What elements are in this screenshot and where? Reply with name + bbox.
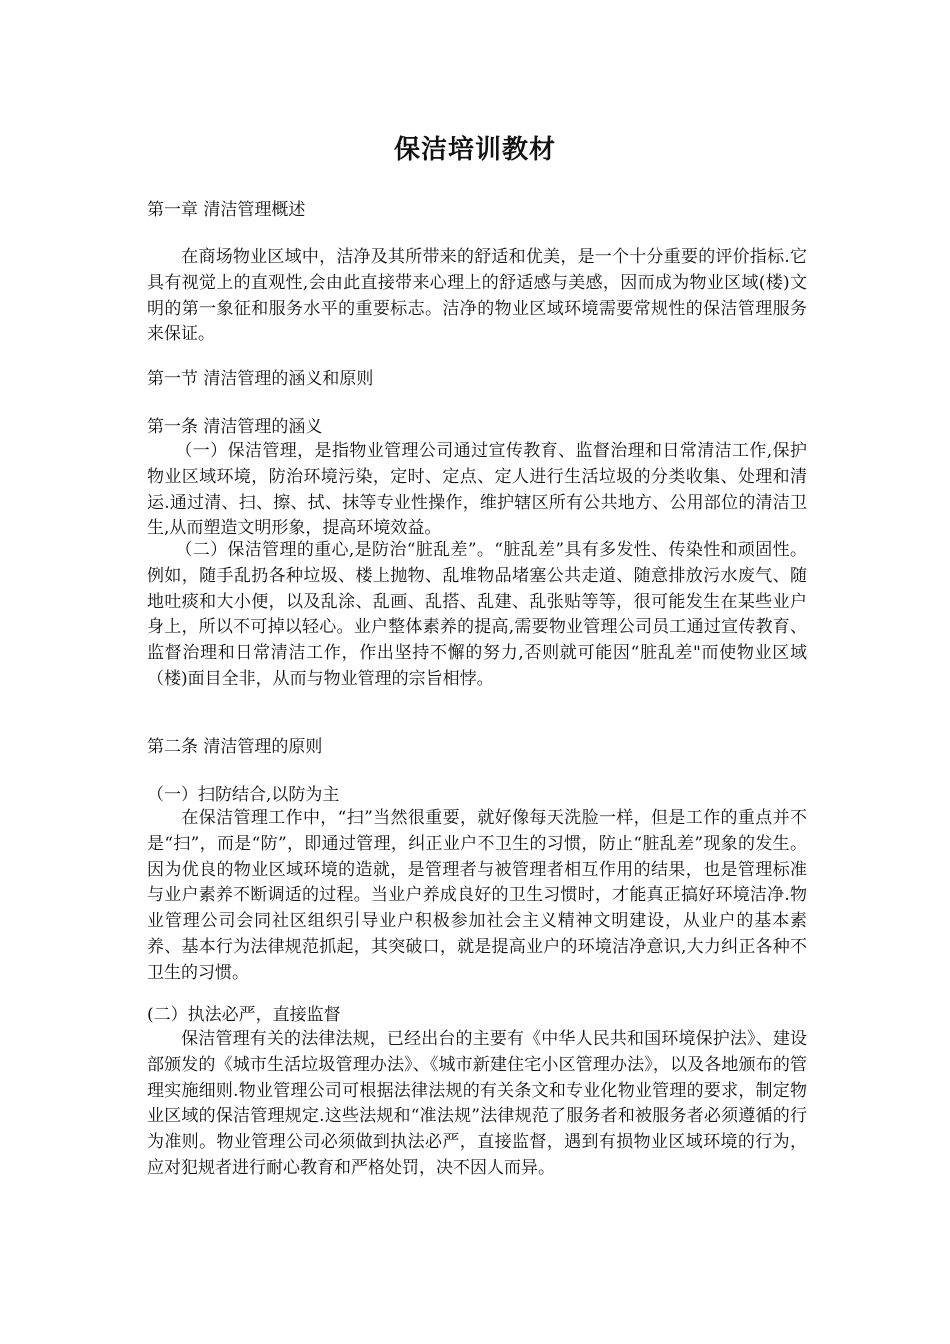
article-1-paragraph-2-text: （二）保洁管理的重心,是防治“脏乱差”。“脏乱差”具有多发性、传染性和顽固性。例如，随手乱扔各种垃圾、楼上抛物、乱堆物品堵塞公共走道、随意排放污水废气、随地吐痰和大小便，以及乱涂、乱画、乱搭、乱建、乱张贴等等，很可能发生在某些业户身上，所以不可掉以轻心。业户整体素养的提高,需要物业管理公司员工通过宣传教育、监督治理和日常清洁工作，作出坚持不懈的努力,否则就可能因“脏乱差"而使物业区域（楼)面目全非，从而与物业管理的宗旨相悖。	[147, 540, 807, 689]
principle-1-title: （一）扫防结合,以防为主	[147, 785, 340, 805]
document-title: 保洁培训教材	[393, 135, 556, 165]
principle-1-text: 在保洁管理工作中，“扫”当然很重要，就好像每天洗脸一样，但是工作的重点并不是“扫”，而是“防”，即通过管理，纠正业户不卫生的习惯，防止“脏乱差”现象的发生。因为优良的物业区域环境的造就，是管理者与被管理者相互作用的结果，也是管理标准与业户素养不断调适的过程。当业户养成良好的卫生习惯时，才能真正搞好环境洁净.物业管理公司会同社区组织引导业户积极参加社会主义精神文明建设，从业户的基本素养、基本行为法律规范抓起，其突破口，就是提高业户的环境洁净意识,大力纠正各种不卫生的习惯。	[147, 808, 807, 983]
intro-paragraph	[147, 245, 807, 348]
article-1-paragraph-2	[147, 538, 807, 693]
article-1-paragraph-1-text: （一）保洁管理，是指物业管理公司通过宣传教育、监督治理和日常清洁工作,保护物业区域环境，防治环境污染，定时、定点、定人进行生活垃圾的分类收集、处理和清运.通过清、扫、擦、拭、抹等专业性操作，维护辖区所有公共地方、公用部位的清洁卫生,从而塑造文明形象，提高环境效益。	[147, 441, 807, 539]
chapter-heading: 第一章 清洁管理概述	[147, 200, 306, 220]
section-heading: 第一节 清洁管理的涵义和原则	[147, 369, 374, 389]
intro-text: 在商场物业区域中，洁净及其所带来的舒适和优美，是一个十分重要的评价指标.它具有视觉上的直观性,会由此直接带来心理上的舒适感与美感，因而成为物业区域(楼)文明的第一象征和服务水平的重要标志。洁净的物业区域环境需要常规性的保洁管理服务来保证。	[147, 247, 807, 345]
article-1-paragraph-1	[147, 439, 807, 542]
principle-2-paragraph	[147, 1027, 807, 1182]
principle-2-title: (二）执法必严，直接监督	[147, 1005, 341, 1025]
article-1-heading: 第一条 清洁管理的涵义	[147, 417, 323, 437]
article-2-heading: 第二条 清洁管理的原则	[147, 737, 323, 757]
principle-2-text: 保洁管理有关的法律法规，已经出台的主要有《中华人民共和国环境保护法》、建设部颁发的《城市生活垃圾管理办法》、《城市新建住宅小区管理办法》，以及各地颁布的管理实施细则.物业管理公司可根据法律法规的有关条文和专业化物业管理的要求，制定物业区域的保洁管理规定.这些法规和“准法规”法律规范了服务者和被服务者必须遵循的行为准则。物业管理公司必须做到执法必严，直接监督，遇到有损物业区域环境的行为，应对犯规者进行耐心教育和严格处罚，决不因人而异。	[147, 1029, 807, 1178]
principle-1-paragraph	[147, 806, 807, 987]
